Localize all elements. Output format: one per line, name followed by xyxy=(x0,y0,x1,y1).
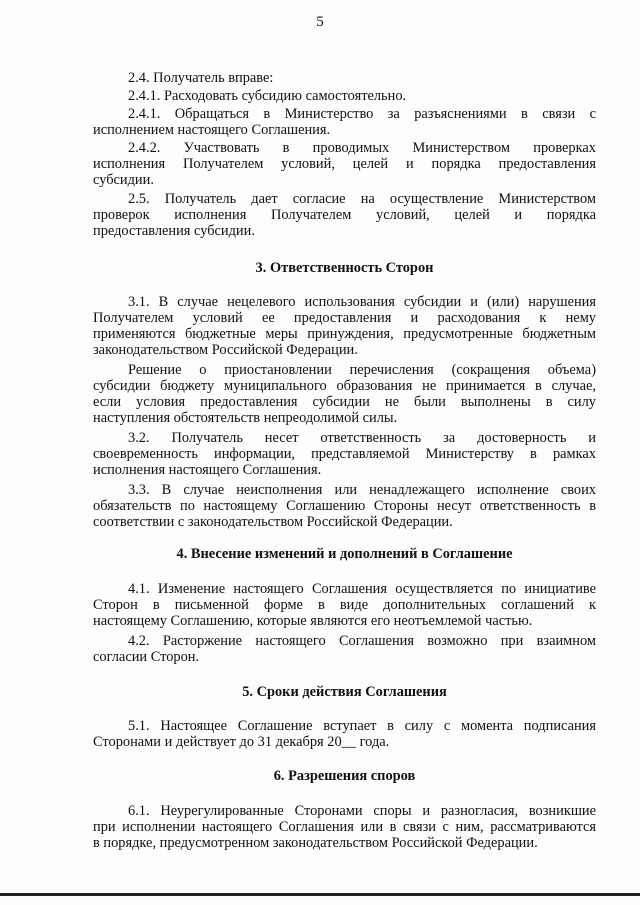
line: если условия предоставления субсидии не были выполнены в силу xyxy=(93,394,596,410)
line: настоящему Соглашению, которые являются его неотъемлемой частью. xyxy=(93,613,533,629)
line: 5.1. Настоящее Соглашение вступает в силу с момента подписания xyxy=(128,718,596,734)
line: 6.1. Неурегулированные Сторонами споры и разногласия, возникшие xyxy=(128,803,596,819)
paragraph-2-5 xyxy=(93,191,596,239)
line: 3.2. Получатель несет ответственность за достоверность и xyxy=(128,430,596,446)
line: 2.4.2. Участвовать в проводимых Министерством проверках xyxy=(128,140,596,156)
section-heading-5: 5. Сроки действия Соглашения xyxy=(242,684,447,700)
line: Решение о приостановлении перечисления (сокращения объема) xyxy=(128,362,596,378)
paragraph-5-1 xyxy=(93,718,596,750)
section-heading-4: 4. Внесение изменений и дополнений в Соглашение xyxy=(176,546,513,562)
line: применяются бюджетные меры принуждения, предусмотренные бюджетным xyxy=(93,326,596,342)
line: своевременность информации, представляемой Министерству в рамках xyxy=(93,446,596,462)
line: субсидии. xyxy=(93,172,154,188)
line: законодательством Российской Федерации. xyxy=(93,342,358,358)
line: 4.2. Расторжение настоящего Соглашения возможно при взаимном xyxy=(128,633,596,649)
paragraph-2-4: 2.4. Получатель вправе: xyxy=(128,70,274,86)
line: 2.5. Получатель дает согласие на осуществление Министерством xyxy=(128,191,596,207)
line: согласии Сторон. xyxy=(93,649,200,665)
line: при исполнении настоящего Соглашения или в связи с ним, рассматриваются xyxy=(93,819,596,835)
line: Сторонами и действует до 31 декабря 20__ года. xyxy=(93,734,390,750)
line: 2.4.1. Обращаться в Министерство за разъяснениями в связи с xyxy=(128,106,596,122)
section-heading-3: 3. Ответственность Сторон xyxy=(255,260,434,276)
paragraph-2-4-2 xyxy=(93,140,596,188)
paragraph-2-4-1: 2.4.1. Расходовать субсидию самостоятельно. xyxy=(128,88,407,104)
line: исполнением настоящего Соглашения. xyxy=(93,122,331,138)
line: исполнения Получателем условий, целей и порядка предоставления xyxy=(93,156,596,172)
line: 3.3. В случае неисполнения или ненадлежащего исполнение своих xyxy=(128,482,596,498)
section-heading-6: 6. Разрешения споров xyxy=(273,768,416,784)
line: 4.1. Изменение настоящего Соглашения осуществляется по инициативе xyxy=(128,581,596,597)
line: 3.1. В случае нецелевого использования субсидии и (или) нарушения xyxy=(128,294,596,310)
line: Сторон в письменной форме в виде дополнительных соглашений к xyxy=(93,597,596,613)
line: обязательств по настоящему Соглашению Стороны несут ответственность в xyxy=(93,498,596,514)
line: в порядке, предусмотренном законодательством Российской Федерации. xyxy=(93,835,538,851)
line: исполнения настоящего Соглашения. xyxy=(93,462,322,478)
paragraph-6-1 xyxy=(93,803,596,851)
line: Получателем условий ее предоставления и расходования к нему xyxy=(93,310,596,326)
paragraph-3-2 xyxy=(93,430,596,478)
paragraph-2-4-1-consult xyxy=(93,106,596,138)
line: наступления обстоятельств непреодолимой силы. xyxy=(93,410,398,426)
page-number: 5 xyxy=(316,14,324,30)
paragraph-4-2 xyxy=(93,633,596,665)
paragraph-3-3 xyxy=(93,482,596,530)
paragraph-3-1 xyxy=(93,294,596,358)
line: соответствии с законодательством Российской Федерации. xyxy=(93,514,453,530)
line: субсидии бюджету муниципального образования не принимается в случае, xyxy=(93,378,596,394)
scan-edge-line xyxy=(0,893,640,896)
line: проверок исполнения Получателем условий, целей и порядка xyxy=(93,207,596,223)
line: предоставления субсидии. xyxy=(93,223,255,239)
paragraph-3-1-decision xyxy=(93,362,596,426)
paragraph-4-1 xyxy=(93,581,596,629)
